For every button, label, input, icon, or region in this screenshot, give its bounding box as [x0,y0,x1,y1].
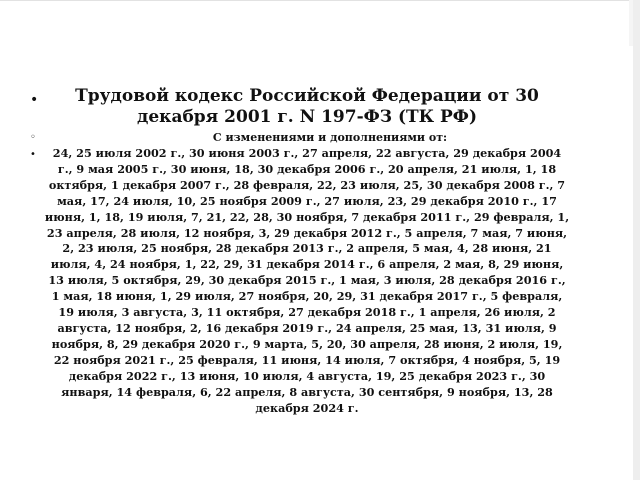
document-title: Трудовой кодекс Российской Федерации от 30 декабря 2001 г. N 197-ФЗ (ТК РФ) [75,86,539,127]
content-bullet-list [30,86,570,416]
bullet-dot-icon: • [30,92,39,108]
right-edge-accent [629,0,633,46]
bullet-dot-icon: • [30,149,36,160]
list-item-title [30,86,570,128]
amendment-dates-text: 24, 25 июля 2002 г., 30 июня 2003 г., 27 апреля, 22 августа, 29 декабря 2004 г., 9 мая 2005 г., 30 июня, 18, 30 декабря 2006 г., 20 апреля, 21 июля, 1, 18 октября, 1 декабря 2007 г., 28 февраля, 22, 23 июля, 25, 30 декабря 2008 г., 7 мая, 17, 24 июля, 10, 25 ноября 2009 г., 27 июля, 23, 29 декабря 2010 г., 17 июня, 1, 18, 19 июля, 7, 21, 22, 28, 30 ноября, 7 декабря 2011 г., 29 февраля, 1, 23 апреля, 28 июля, 12 ноября, 3, 29 декабря 2012 г., 5 апреля, 7 мая, 7 июня, 2, 23 июля, 25 ноября, 28 декабря 2013 г., 2 апреля, 5 мая, 4, 28 июня, 21 июля, 4, 24 ноября, 1, 22, 29, 31 декабря 2014 г., 6 апреля, 2 мая, 8, 29 июня, 13 июля, 5 октября, 29, 30 декабря 2015 г., 1 мая, 3 июля, 28 декабря 2016 г., 1 мая, 18 июня, 1, 29 июля, 27 ноября, 20, 29, 31 декабря 2017 г., 5 февраля, 19 июля, 3 августа, 3, 11 октября, 27 декабря 2018 г., 1 апреля, 26 июля, 2 августа, 12 ноября, 2, 16 декабря 2019 г., 24 апреля, 25 мая, 13, 31 июля, 9 ноября, 8, 29 декабря 2020 г., 9 марта, 5, 20, 30 апреля, 28 июня, 2 июля, 19, 22 ноября 2021 г., 25 февраля, 11 июня, 14 июля, 7 октября, 4 ноября, 5, 19 декабря 2022 г., 13 июня, 10 июля, 4 августа, 19, 25 декабря 2023 г., 30 января, 14 февраля, 6, 22 апреля, 8 августа, 30 сентября, 9 ноября, 13, 28 декабря 2024 г. [44,146,570,415]
top-border-line [0,0,640,1]
bullet-circle-icon: ◦ [30,132,36,143]
right-edge-bar [633,0,640,480]
list-item-amendment-dates [30,146,570,416]
list-item-subtitle [30,130,570,146]
document-subtitle: С изменениями и дополнениями от: [212,131,448,144]
